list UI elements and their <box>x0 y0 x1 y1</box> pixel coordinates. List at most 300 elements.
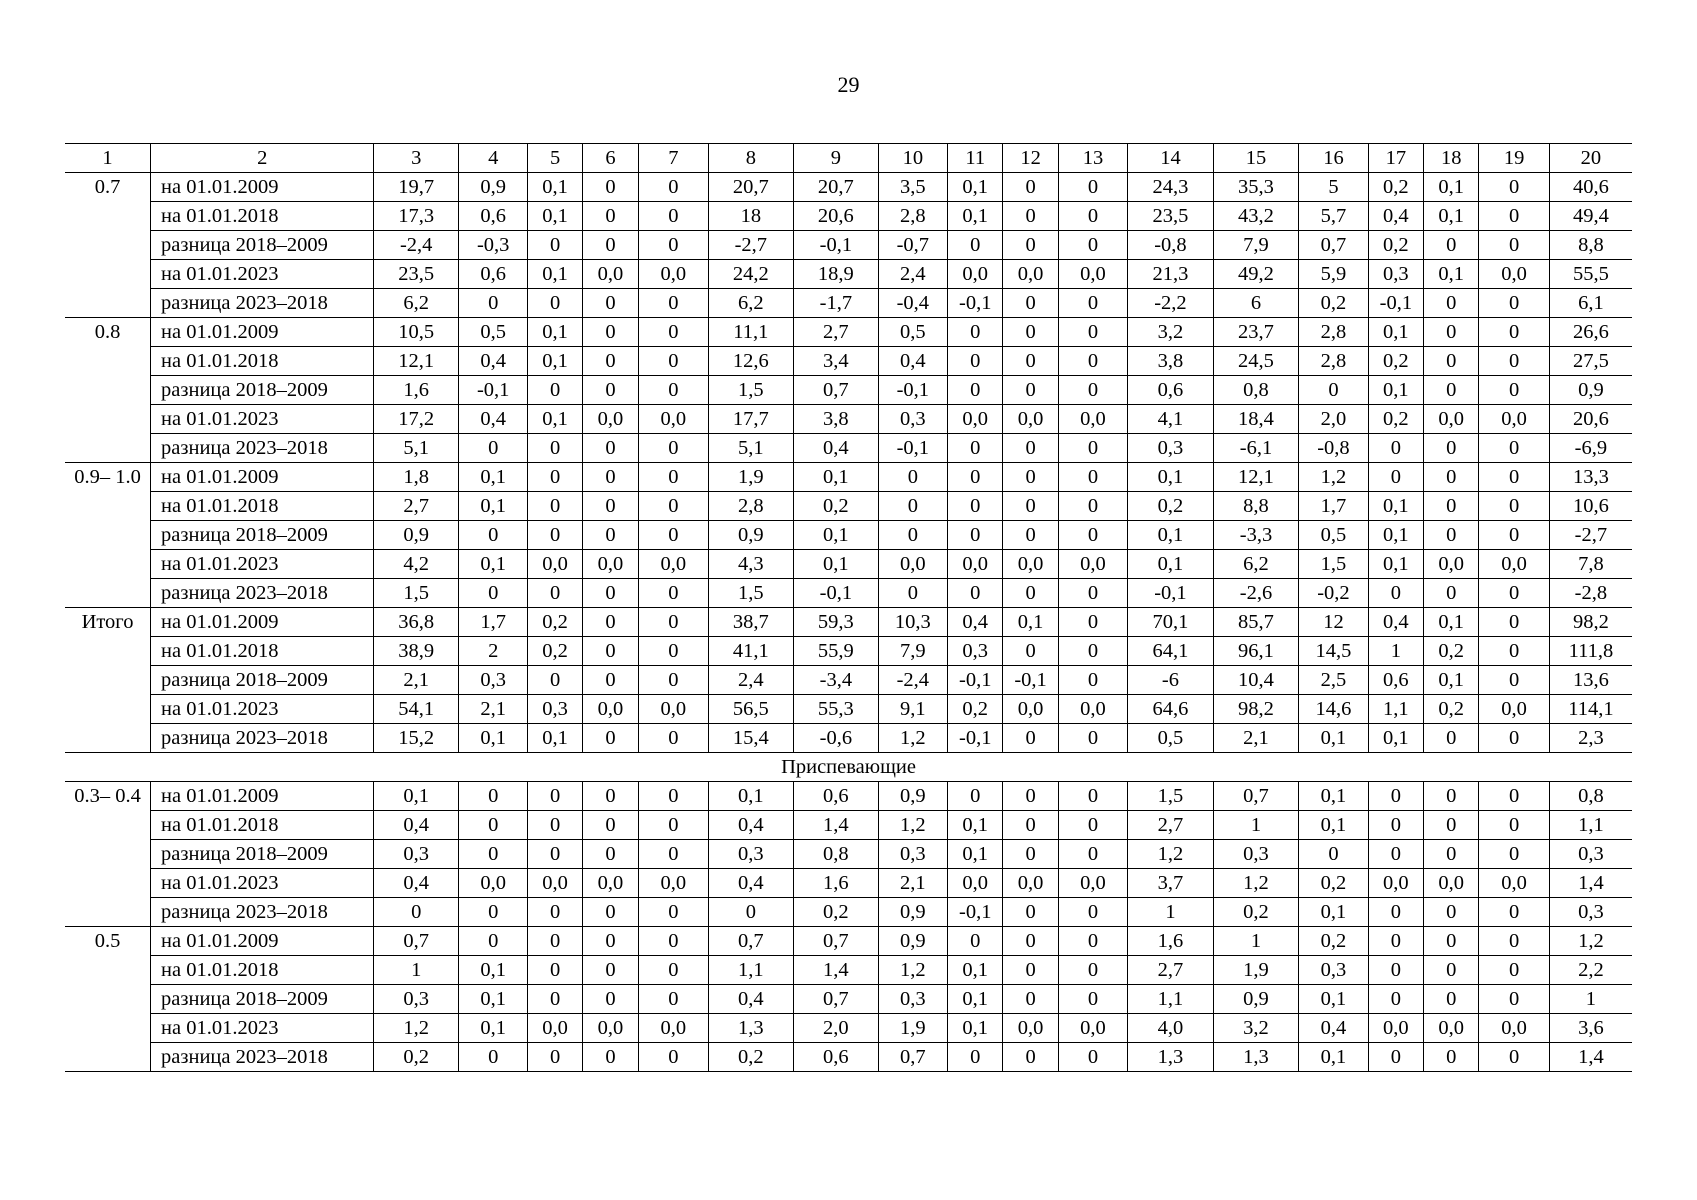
table-cell: -0,8 <box>1299 434 1368 463</box>
table-cell: 1,4 <box>794 956 879 985</box>
table-cell: 3,4 <box>794 347 879 376</box>
table-cell: 0,1 <box>458 550 527 579</box>
table-cell: 1,4 <box>1549 1043 1632 1072</box>
table-cell: 0 <box>948 492 1003 521</box>
table-cell: 0 <box>582 521 638 550</box>
table-cell: -3,3 <box>1213 521 1299 550</box>
table-cell: 0,1 <box>794 463 879 492</box>
table-row <box>65 724 1632 753</box>
column-header: 19 <box>1479 144 1549 173</box>
table-cell: 2,1 <box>878 869 947 898</box>
table-cell: 0 <box>1003 811 1058 840</box>
table-cell: 0 <box>948 782 1003 811</box>
table-row <box>65 376 1632 405</box>
row-label: разница 2023–2018 <box>151 724 374 753</box>
row-label: разница 2023–2018 <box>151 434 374 463</box>
table-row <box>65 231 1632 260</box>
table-cell: 1,2 <box>878 724 947 753</box>
table-cell: 0 <box>948 463 1003 492</box>
table-cell: 98,2 <box>1549 608 1632 637</box>
table-cell: 0,0 <box>639 1014 708 1043</box>
table-cell: 18,4 <box>1213 405 1299 434</box>
column-header: 14 <box>1128 144 1214 173</box>
table-cell: 0 <box>1424 927 1479 956</box>
table-cell: 0 <box>639 318 708 347</box>
table-cell: 0 <box>1424 840 1479 869</box>
table-cell: 0,1 <box>708 782 794 811</box>
table-row <box>65 608 1632 637</box>
table-cell: 0,1 <box>528 724 582 753</box>
table-cell: 0 <box>1003 521 1058 550</box>
table-cell: 0,1 <box>1368 521 1423 550</box>
table-cell: 1,2 <box>374 1014 459 1043</box>
table-cell: 0 <box>948 376 1003 405</box>
table-cell: 0 <box>1003 637 1058 666</box>
table-cell: 1,6 <box>374 376 459 405</box>
table-row <box>65 463 1632 492</box>
table-row <box>65 695 1632 724</box>
table-cell: -2,8 <box>1549 579 1632 608</box>
table-cell: 0 <box>1003 898 1058 927</box>
table-cell: 0 <box>1479 289 1549 318</box>
table-cell: -0,3 <box>458 231 527 260</box>
table-cell: 0,4 <box>878 347 947 376</box>
table-cell: 0,3 <box>374 985 459 1014</box>
row-label: на 01.01.2009 <box>151 782 374 811</box>
column-header: 20 <box>1549 144 1632 173</box>
table-cell: 0,9 <box>708 521 794 550</box>
table-cell: 0,0 <box>878 550 947 579</box>
table-cell: 1,5 <box>708 376 794 405</box>
table-cell: 0 <box>458 289 527 318</box>
column-header: 9 <box>794 144 879 173</box>
table-cell: 0 <box>582 956 638 985</box>
table-cell: 8,8 <box>1549 231 1632 260</box>
table-cell: 0 <box>1368 1043 1423 1072</box>
table-cell: 0,9 <box>878 898 947 927</box>
table-row <box>65 840 1632 869</box>
table-cell: 0 <box>1368 840 1423 869</box>
row-label: разница 2018–2009 <box>151 985 374 1014</box>
table-cell: 1,4 <box>794 811 879 840</box>
table-cell: 2,4 <box>708 666 794 695</box>
table-cell: 1,8 <box>374 463 459 492</box>
table-cell: 0 <box>1058 927 1127 956</box>
table-cell: 0,0 <box>582 550 638 579</box>
table-row <box>65 347 1632 376</box>
table-row <box>65 1014 1632 1043</box>
column-header: 2 <box>151 144 374 173</box>
table-cell: 0 <box>458 434 527 463</box>
column-header: 16 <box>1299 144 1368 173</box>
table-cell: 0,1 <box>458 724 527 753</box>
table-cell: 0,1 <box>1299 985 1368 1014</box>
table-row <box>65 898 1632 927</box>
table-row <box>65 927 1632 956</box>
table-cell: 0 <box>1003 492 1058 521</box>
table-cell: 0 <box>639 463 708 492</box>
table-cell: 0,5 <box>1299 521 1368 550</box>
table-cell: 0 <box>1424 231 1479 260</box>
table-cell: 0,1 <box>948 202 1003 231</box>
table-cell: 55,3 <box>794 695 879 724</box>
table-cell: 0 <box>1479 202 1549 231</box>
table-cell: 12,1 <box>1213 463 1299 492</box>
table-cell: 0 <box>1058 666 1127 695</box>
table-cell: 0 <box>1424 724 1479 753</box>
table-cell: 0 <box>1479 985 1549 1014</box>
table-cell: 5,1 <box>374 434 459 463</box>
table-cell: 0 <box>582 289 638 318</box>
table-cell: 0,5 <box>458 318 527 347</box>
table-cell: 0 <box>458 898 527 927</box>
table-cell: 0 <box>639 985 708 1014</box>
table-cell: 0 <box>639 724 708 753</box>
table-cell: 3,8 <box>1128 347 1214 376</box>
table-cell: -0,1 <box>948 666 1003 695</box>
table-cell: 0 <box>1003 724 1058 753</box>
table-cell: 5,9 <box>1299 260 1368 289</box>
table-row <box>65 666 1632 695</box>
table-cell: 0 <box>1003 1043 1058 1072</box>
table-cell: 0 <box>1368 927 1423 956</box>
row-label: на 01.01.2023 <box>151 405 374 434</box>
row-label: разница 2023–2018 <box>151 898 374 927</box>
table-cell: 0 <box>1058 376 1127 405</box>
table-cell: 2,8 <box>878 202 947 231</box>
table-cell: 7,9 <box>878 637 947 666</box>
table-cell: 0,2 <box>528 637 582 666</box>
table-cell: 0,2 <box>374 1043 459 1072</box>
table-cell: 0,1 <box>794 521 879 550</box>
table-cell: 0 <box>1479 434 1549 463</box>
table-cell: 0 <box>1479 608 1549 637</box>
table-cell: 9,1 <box>878 695 947 724</box>
table-cell: 0 <box>639 173 708 202</box>
table-cell: -0,1 <box>794 231 879 260</box>
table-cell: 0 <box>1058 231 1127 260</box>
table-cell: 1,2 <box>1549 927 1632 956</box>
table-cell: -2,7 <box>708 231 794 260</box>
row-label: разница 2023–2018 <box>151 579 374 608</box>
table-cell: 0 <box>1424 318 1479 347</box>
table-cell: 0 <box>582 231 638 260</box>
table-cell: 0,1 <box>1424 666 1479 695</box>
table-cell: 0,4 <box>708 985 794 1014</box>
table-cell: 10,4 <box>1213 666 1299 695</box>
table-cell: 0 <box>1424 463 1479 492</box>
row-label: на 01.01.2023 <box>151 695 374 724</box>
table-cell: 20,6 <box>794 202 879 231</box>
table-cell: 1 <box>1213 811 1299 840</box>
table-cell: -0,1 <box>948 898 1003 927</box>
table-cell: 36,8 <box>374 608 459 637</box>
table-cell: 0,0 <box>1424 1014 1479 1043</box>
table-cell: 12,1 <box>374 347 459 376</box>
table-cell: 0,0 <box>528 550 582 579</box>
table-cell: 0 <box>582 463 638 492</box>
table-cell: 0,4 <box>374 869 459 898</box>
table-cell: 0,2 <box>1424 695 1479 724</box>
row-label: на 01.01.2018 <box>151 492 374 521</box>
table-cell: 0,0 <box>1003 869 1058 898</box>
table-cell: 0 <box>1058 637 1127 666</box>
table-cell: 0,0 <box>1479 869 1549 898</box>
table-cell: -2,4 <box>374 231 459 260</box>
table-cell: 0 <box>1299 376 1368 405</box>
table-cell: 0 <box>639 898 708 927</box>
table-cell: 0,1 <box>948 956 1003 985</box>
table-cell: 0,3 <box>374 840 459 869</box>
table-cell: 0,1 <box>1128 521 1214 550</box>
table-cell: 0 <box>639 927 708 956</box>
table-cell: 0 <box>1003 289 1058 318</box>
table-cell: 0 <box>1058 434 1127 463</box>
table-cell: 23,5 <box>1128 202 1214 231</box>
table-cell: 0 <box>708 898 794 927</box>
row-label: разница 2018–2009 <box>151 231 374 260</box>
table-cell: 0,0 <box>1479 550 1549 579</box>
table-cell: 38,7 <box>708 608 794 637</box>
table-cell: 0 <box>878 521 947 550</box>
table-cell: 24,2 <box>708 260 794 289</box>
column-header: 18 <box>1424 144 1479 173</box>
table-cell: 1,9 <box>878 1014 947 1043</box>
column-header: 5 <box>528 144 582 173</box>
table-cell: 0,2 <box>1424 637 1479 666</box>
table-cell: 27,5 <box>1549 347 1632 376</box>
table-cell: 111,8 <box>1549 637 1632 666</box>
table-cell: 0 <box>458 579 527 608</box>
table-cell: 24,3 <box>1128 173 1214 202</box>
column-header: 15 <box>1213 144 1299 173</box>
table-cell: 0,0 <box>639 869 708 898</box>
table-cell: 1 <box>1213 927 1299 956</box>
table-cell: 7,9 <box>1213 231 1299 260</box>
table-cell: -2,2 <box>1128 289 1214 318</box>
table-cell: 0 <box>1424 376 1479 405</box>
table-cell: 0 <box>1479 347 1549 376</box>
group-label: 0.3– 0.4 <box>65 782 151 927</box>
table-cell: 0,6 <box>794 1043 879 1072</box>
table-cell: 0,0 <box>1479 695 1549 724</box>
table-cell: 1,2 <box>878 811 947 840</box>
table-cell: 0,7 <box>1299 231 1368 260</box>
table-cell: 0 <box>639 289 708 318</box>
table-cell: 0 <box>948 347 1003 376</box>
table-cell: 0 <box>948 1043 1003 1072</box>
table-cell: 1,4 <box>1549 869 1632 898</box>
table-cell: 0,3 <box>1368 260 1423 289</box>
table-cell: 0,1 <box>1003 608 1058 637</box>
table-cell: 0 <box>639 231 708 260</box>
table-cell: 15,4 <box>708 724 794 753</box>
table-cell: 0 <box>1368 956 1423 985</box>
table-cell: 0,1 <box>948 985 1003 1014</box>
table-cell: 0,1 <box>1368 318 1423 347</box>
table-cell: 1,1 <box>1549 811 1632 840</box>
table-cell: 15,2 <box>374 724 459 753</box>
table-cell: 0 <box>1058 347 1127 376</box>
table-cell: 0 <box>528 289 582 318</box>
table-cell: 0,0 <box>1479 1014 1549 1043</box>
table-cell: 0 <box>1058 492 1127 521</box>
table-cell: 1,5 <box>1299 550 1368 579</box>
table-cell: 2,0 <box>794 1014 879 1043</box>
table-cell: 2,1 <box>374 666 459 695</box>
table-cell: 13,6 <box>1549 666 1632 695</box>
table-cell: 0 <box>1368 811 1423 840</box>
table-cell: 0,1 <box>948 1014 1003 1043</box>
table-cell: 0 <box>639 1043 708 1072</box>
row-label: на 01.01.2023 <box>151 260 374 289</box>
table-cell: 0,1 <box>528 347 582 376</box>
table-cell: 7,8 <box>1549 550 1632 579</box>
table-cell: 0 <box>582 173 638 202</box>
table-cell: 1 <box>1549 985 1632 1014</box>
table-cell: 0 <box>1299 840 1368 869</box>
table-cell: 64,6 <box>1128 695 1214 724</box>
row-label: на 01.01.2009 <box>151 608 374 637</box>
table-cell: 0,0 <box>948 550 1003 579</box>
table-cell: 2,8 <box>1299 318 1368 347</box>
table-cell: 14,5 <box>1299 637 1368 666</box>
table-cell: 1,7 <box>458 608 527 637</box>
table-cell: 0 <box>1479 173 1549 202</box>
table-cell: 1,3 <box>1213 1043 1299 1072</box>
table-cell: 0,4 <box>708 811 794 840</box>
table-cell: 0,1 <box>1368 492 1423 521</box>
table-cell: 0 <box>1003 782 1058 811</box>
table-cell: 0,1 <box>528 405 582 434</box>
table-cell: 0 <box>528 956 582 985</box>
row-label: разница 2018–2009 <box>151 376 374 405</box>
table-cell: 0,3 <box>458 666 527 695</box>
table-cell: 0 <box>1058 608 1127 637</box>
table-cell: 0 <box>528 666 582 695</box>
row-label: разница 2018–2009 <box>151 666 374 695</box>
row-label: на 01.01.2009 <box>151 927 374 956</box>
table-cell: 0,2 <box>1368 173 1423 202</box>
column-header: 7 <box>639 144 708 173</box>
table-cell: 2,8 <box>1299 347 1368 376</box>
table-cell: 0,0 <box>1424 550 1479 579</box>
table-cell: 0 <box>582 492 638 521</box>
table-cell: 2,7 <box>374 492 459 521</box>
table-cell: 23,7 <box>1213 318 1299 347</box>
table-cell: 0 <box>1424 811 1479 840</box>
table-cell: 0 <box>528 434 582 463</box>
table-cell: 0 <box>458 1043 527 1072</box>
table-cell: 0 <box>639 347 708 376</box>
table-cell: 0 <box>1003 318 1058 347</box>
table-cell: 41,1 <box>708 637 794 666</box>
table-cell: 0 <box>878 492 947 521</box>
table-cell: 0 <box>582 782 638 811</box>
table-cell: -6 <box>1128 666 1214 695</box>
table-cell: 12 <box>1299 608 1368 637</box>
table-cell: 1,2 <box>1213 869 1299 898</box>
table-cell: 3,5 <box>878 173 947 202</box>
table-cell: 8,8 <box>1213 492 1299 521</box>
column-header: 13 <box>1058 144 1127 173</box>
table-cell: 0,2 <box>1128 492 1214 521</box>
table-cell: 0 <box>1424 434 1479 463</box>
table-cell: 98,2 <box>1213 695 1299 724</box>
table-cell: 0,1 <box>458 956 527 985</box>
table-cell: 6,1 <box>1549 289 1632 318</box>
table-cell: 0,1 <box>374 782 459 811</box>
table-cell: 0,0 <box>582 405 638 434</box>
table-cell: 2,5 <box>1299 666 1368 695</box>
table-cell: 0,1 <box>458 985 527 1014</box>
table-cell: -0,1 <box>948 724 1003 753</box>
table-cell: 17,2 <box>374 405 459 434</box>
row-label: на 01.01.2009 <box>151 318 374 347</box>
table-cell: 24,5 <box>1213 347 1299 376</box>
table-cell: 21,3 <box>1128 260 1214 289</box>
table-cell: 0 <box>948 521 1003 550</box>
table-cell: 0,4 <box>374 811 459 840</box>
table-cell: 0,3 <box>948 637 1003 666</box>
table-row <box>65 869 1632 898</box>
table-cell: 0 <box>1058 985 1127 1014</box>
table-cell: 1,1 <box>1128 985 1214 1014</box>
row-label: на 01.01.2009 <box>151 173 374 202</box>
table-cell: 0,0 <box>528 869 582 898</box>
table-cell: 0 <box>582 434 638 463</box>
table-cell: 0 <box>528 782 582 811</box>
table-cell: -0,4 <box>878 289 947 318</box>
table-cell: 0 <box>1479 666 1549 695</box>
table-cell: 0 <box>528 898 582 927</box>
table-cell: 0 <box>458 782 527 811</box>
table-cell: 0 <box>639 434 708 463</box>
row-label: на 01.01.2009 <box>151 463 374 492</box>
table-row <box>65 782 1632 811</box>
table-cell: 0,6 <box>794 782 879 811</box>
table-cell: 0 <box>582 898 638 927</box>
table-cell: 0,8 <box>794 840 879 869</box>
table-cell: 114,1 <box>1549 695 1632 724</box>
table-cell: 0 <box>582 811 638 840</box>
table-cell: 2,7 <box>1128 811 1214 840</box>
table-cell: 0,8 <box>1549 782 1632 811</box>
table-cell: 0,1 <box>1299 898 1368 927</box>
table-cell: 4,0 <box>1128 1014 1214 1043</box>
table-cell: 0 <box>1368 463 1423 492</box>
table-cell: 0 <box>1058 811 1127 840</box>
table-row <box>65 1043 1632 1072</box>
table-cell: 0 <box>1479 231 1549 260</box>
data-table <box>65 143 1632 1072</box>
table-cell: 0,9 <box>1549 376 1632 405</box>
table-cell: 0,9 <box>878 782 947 811</box>
table-cell: 0,0 <box>639 550 708 579</box>
table-cell: 0 <box>1003 985 1058 1014</box>
table-cell: 0,1 <box>528 202 582 231</box>
row-label: на 01.01.2023 <box>151 869 374 898</box>
table-cell: 0 <box>639 840 708 869</box>
table-cell: 0 <box>1424 289 1479 318</box>
table-cell: 0 <box>458 840 527 869</box>
table-body-main <box>65 173 1632 753</box>
table-cell: 0,0 <box>948 260 1003 289</box>
table-cell: 0 <box>1368 985 1423 1014</box>
table-cell: 0,1 <box>1299 724 1368 753</box>
table-cell: 0,0 <box>582 695 638 724</box>
table-cell: 0,0 <box>639 260 708 289</box>
